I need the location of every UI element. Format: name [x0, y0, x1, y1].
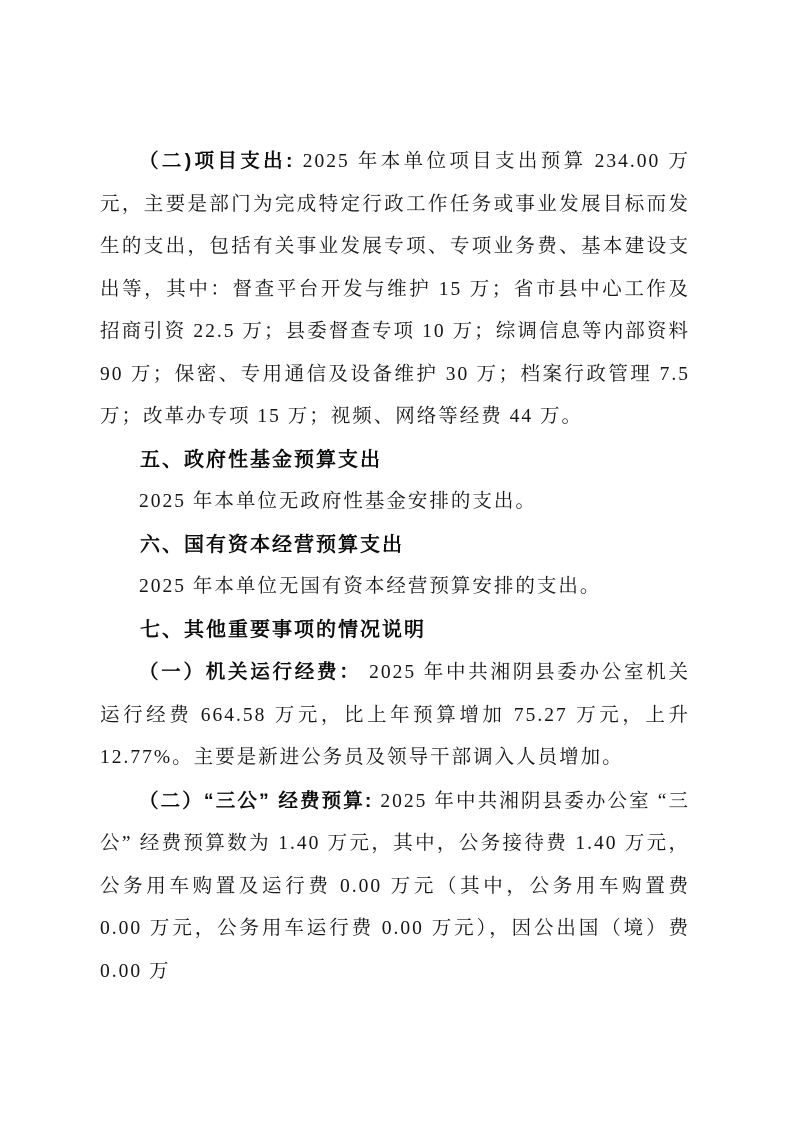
- heading-section-7-other-important-matters: 七、其他重要事项的情况说明: [140, 618, 426, 641]
- para-gov-fund-none: 2025 年本单位无政府性基金安排的支出。: [139, 491, 537, 512]
- para-state-capital-none: 2025 年本单位无国有资本经营预算安排的支出。: [139, 576, 602, 597]
- para-agency-operating-cost-lead: （一）机关运行经费：: [139, 661, 362, 683]
- para-agency-operating-cost-text: 2025 年中共湘阴县委办公室机关运行经费 664.58 万元，比上年预算增加 75.27 万元，上升 12.77%。主要是新进公务员及领导干部调入人员增加。: [100, 662, 690, 768]
- para-three-public-expense-budget-lead: （二）“三公” 经费预算:: [139, 789, 374, 812]
- heading-section-5-gov-fund-budget: 五、政府性基金预算支出: [140, 448, 382, 471]
- para-project-expenditure-text: 2025 年本单位项目支出预算 234.00 万元，主要是部门为完成特定行政工作任务或事业发展目标而发生的支出，包括有关事业发展专项、专项业务费、基本建设支出等，其中：督查平台开发与维护 15 万；省市县中心工作及招商引资 22.5 万；县委督查专项 10 万；综调信息等内部资料 90 万；保密、专用通信及设备维护 30 万；档案行政管理 7.5 万；改革办专项 15 万；视频、网络等经费 44 万。: [100, 151, 690, 427]
- para-project-expenditure: [100, 140, 690, 439]
- para-three-public-expense-budget-text: 2025 年中共湘阴县委办公室 “三公” 经费预算数为 1.40 万元，其中，公务接待费 1.40 万元，公务用车购置及运行费 0.00 万元（其中，公务用车购置费 0.00 万元，公务用车运行费 0.00 万元），因公出国（境）费 0.00 万: [100, 790, 691, 982]
- heading-section-6-state-capital-budget: 六、国有资本经营预算支出: [140, 533, 404, 556]
- para-agency-operating-cost: [100, 651, 690, 780]
- para-project-expenditure-lead: （二)项目支出:: [139, 150, 295, 172]
- para-three-public-expense-budget: [100, 780, 690, 994]
